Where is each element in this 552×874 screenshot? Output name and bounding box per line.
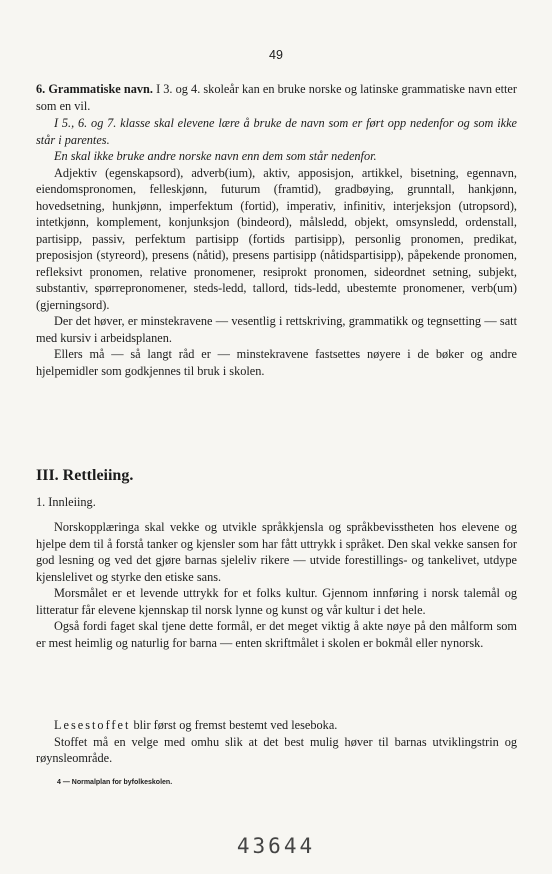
subsection-heading: 1. Innleiing. — [36, 495, 96, 509]
spaced-term: Lesestoffet — [54, 718, 131, 732]
section-introduction — [36, 519, 517, 651]
italic-rule-1: I 5., 6. og 7. klasse skal elevene lære å bruke de navn som er ført opp nedenfor og som ikke står i parentes. — [36, 116, 517, 147]
paragraph-reading-material — [36, 717, 517, 734]
page-number: 49 — [269, 48, 283, 62]
paragraph-norwegian-teaching: Norskopplæringa skal vekke og utvikle språkkjensla og språkbevisstheten hos elevene og hjelpe dem til å forstå tanker og kjensler som har fått uttrykk i språket. Den skal vekke sansen for god lesning og ved det gjøre barnas sjeleliv rikere — utvide forestillings- og tankelivet, utdype kjenslelivet og styrke den etiske sans. — [36, 520, 517, 584]
section-reading-material — [36, 717, 517, 767]
catalog-stamp: 43644 — [236, 834, 316, 858]
section-6-intro: I 3. og 4. skoleår kan en bruke norske og latinske grammatiske navn etter som en vil. — [36, 82, 517, 113]
section-6-number: 6. — [36, 82, 46, 96]
section-6-heading — [36, 81, 517, 114]
paragraph-minimum-requirements: Der det høver, er minstekravene — vesentlig i rettskriving, grammatikk og tegnsetting — satt med kursiv i arbeidsplanen. — [36, 314, 517, 345]
paragraph-mother-tongue: Morsmålet er et levende uttrykk for et folks kultur. Gjennom innføring i norsk talemål og litteratur får elevene kjennskap til norsk lynne og kunst og vår kultur i det hele. — [36, 586, 517, 617]
paragraph-otherwise: Ellers må — så langt råd er — minstekravene fastsettes nøyere i de bøker og andre hjelpemidler som godkjennes til bruk i skolen. — [36, 347, 517, 378]
section-6-title: Grammatiske navn. — [48, 82, 153, 96]
section-grammatical-terms — [36, 81, 517, 379]
grammar-term-list: Adjektiv (egenskapsord), adverb(ium), aktiv, apposisjon, artikkel, bisetning, egennavn, eiendomspronomen, felleskjønn, futurum (framtid), gradbøying, grunntall, hankjønn, hovedsetning, hunkjønn, imperfektum (fortid), imperativ, infinitiv, interjeksjon (utropsord), intetkjønn, komplement, konjunksjon (bindeord), målsledd, objekt, omsynsledd, ordenstall, partisipp, passiv, perfektum partisipp (fortids partisipp), personlig pronomen, predikat, preposisjon (styreord), presens (nåtid), presens partisipp (nåtidspartisipp), påpekende pronomen, refleksivt pronomen, relative pronomener, resiprokt pronomen, sideordnet setning, subjekt, substantiv, spørrepronomener, steds-ledd, tallord, tids-ledd, ubestemte pronomener, verb(um) (gjerningsord). — [36, 165, 517, 312]
paragraph-written-form: Også fordi faget skal tjene dette formål, er det meget viktig å akte nøye på den målform som er mest heimlig og naturlig for barna — enten skriftmålet i skolen er bokmål eller nynorsk. — [36, 619, 517, 650]
reading-material-rest: blir først og fremst bestemt ved leseboka. — [130, 718, 338, 732]
chapter-heading: III. Rettleiing. — [36, 467, 134, 484]
footnote: 4 — Normalplan for byfolkeskolen. — [57, 779, 173, 786]
italic-rule-2: En skal ikke bruke andre norske navn enn dem som står nedenfor. — [54, 149, 377, 163]
paragraph-choose-material: Stoffet må en velge med omhu slik at det best mulig høver til barnas utviklingstrin og røynsleområde. — [36, 734, 517, 765]
